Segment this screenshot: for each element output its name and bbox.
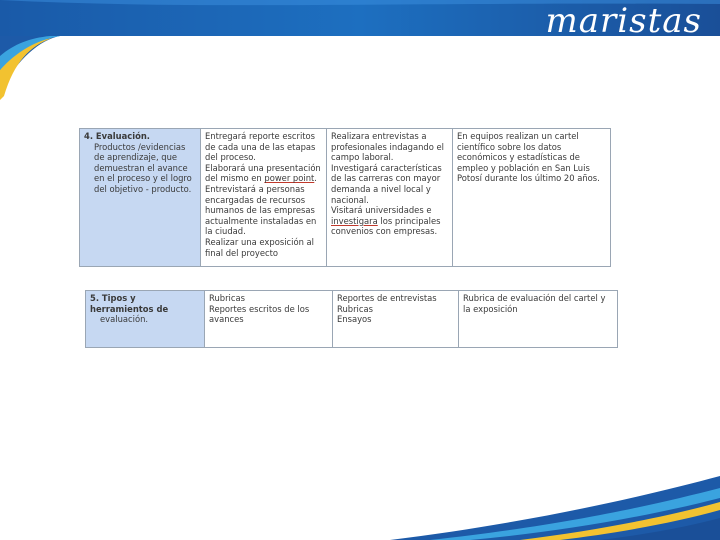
tools-subtitle: evaluación. bbox=[100, 314, 149, 325]
evaluation-cell-reports: Entregará reporte escritos de cada una de las etapas del proceso. Elaborará una presentación del mismo en power point. Entrevistará a personas encargadas de recursos humanos de las empresas actualmente instaladas en la ciudad. Realizar una exposición al final del proyecto bbox=[201, 129, 327, 267]
evaluation-tools-table bbox=[85, 290, 618, 348]
evaluation-subtitle: Productos /evidencias de aprendizaje, que demuestran el avance en el proceso y el logro del objetivo - producto. bbox=[94, 141, 192, 194]
evaluation-cell-poster: En equipos realizan un cartel científico sobre los datos económicos y estadísticas de empleo y población en San Luis Potosí durante los último 20 años. bbox=[453, 129, 611, 267]
evaluation-label-cell bbox=[80, 129, 201, 267]
powerpoint-line: del mismo en power point. bbox=[205, 173, 317, 184]
tools-title: 5. Tipos y herramientos de bbox=[90, 293, 169, 314]
table-row bbox=[86, 291, 618, 348]
maristas-logo: maristas bbox=[545, 1, 702, 41]
footer-swoosh bbox=[0, 450, 720, 540]
investigara-line: investigara los principales bbox=[331, 215, 441, 226]
tools-cell-rubrics: Rubricas Reportes escritos de los avances bbox=[205, 291, 333, 348]
corner-swoosh bbox=[0, 0, 130, 110]
tools-cell-poster-rubric: Rubrica de evaluación del cartel y la exposición bbox=[459, 291, 618, 348]
tools-label-cell bbox=[86, 291, 205, 348]
evaluation-title: 4. Evaluación. bbox=[84, 131, 150, 141]
evaluation-cell-interviews: Realizara entrevistas a profesionales indagando el campo laboral. Investigará características de las carreras con mayor demanda a nivel local y nacional. Visitará universidades e investigara los principales convenios con empresas. bbox=[327, 129, 453, 267]
evaluation-table bbox=[79, 128, 611, 267]
table-row bbox=[80, 129, 611, 267]
tools-cell-interview-reports: Reportes de entrevistas Rubricas Ensayos bbox=[333, 291, 459, 348]
